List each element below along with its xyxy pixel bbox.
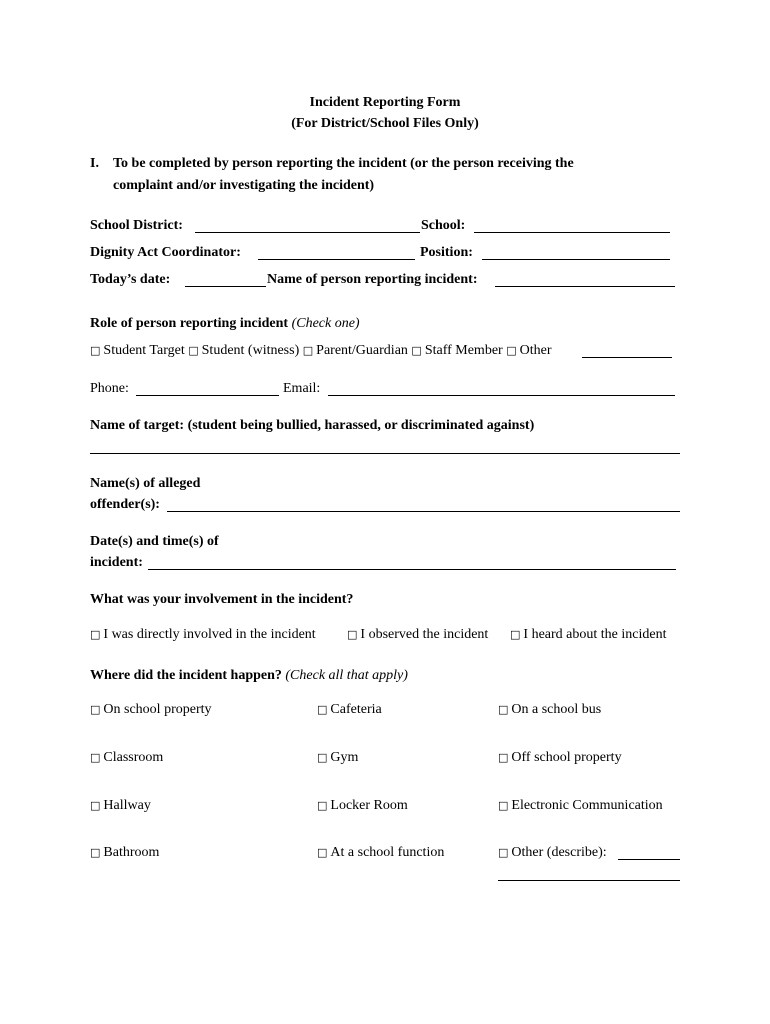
location-other-field[interactable]	[618, 859, 680, 860]
role-other-field[interactable]	[582, 357, 672, 358]
reporter-name-field[interactable]	[495, 286, 675, 287]
school-label: School:	[421, 218, 466, 233]
location-option-on-school-property[interactable]: □ On school property	[90, 702, 212, 717]
checkbox-icon[interactable]: □	[317, 799, 328, 812]
form-title: Incident Reporting Form	[309, 95, 461, 110]
involvement-option-observed[interactable]: □ I observed the incident	[347, 627, 489, 642]
location-option-gym[interactable]: □ Gym	[317, 750, 359, 765]
role-option-parent-guardian[interactable]: □ Parent/Guardian	[302, 343, 408, 358]
location-hint: (Check all that apply)	[285, 668, 408, 683]
todays-date-label: Today’s date:	[90, 272, 171, 287]
role-option-staff-member[interactable]: □ Staff Member	[411, 343, 503, 358]
position-field[interactable]	[482, 259, 670, 260]
location-option-off-school-property[interactable]: □ Off school property	[498, 750, 622, 765]
checkbox-icon[interactable]: □	[317, 703, 328, 716]
role-heading	[90, 316, 360, 332]
checkbox-icon[interactable]: □	[302, 344, 314, 357]
offenders-label-line2: offender(s):	[90, 497, 160, 512]
checkbox-icon[interactable]: □	[90, 751, 101, 764]
phone-label: Phone:	[90, 381, 129, 396]
dates-field[interactable]	[148, 569, 676, 570]
involvement-option-heard[interactable]: □ I heard about the incident	[510, 627, 667, 642]
form-subtitle: (For District/School Files Only)	[291, 116, 479, 131]
section-instructions-line1: To be completed by person reporting the incident (or the person receiving the	[113, 156, 574, 171]
reporter-name-label: Name of person reporting incident:	[267, 272, 478, 287]
phone-field[interactable]	[136, 395, 279, 396]
checkbox-icon[interactable]: □	[506, 344, 517, 357]
checkbox-icon[interactable]: □	[347, 628, 358, 641]
dates-label-line1: Date(s) and time(s) of	[90, 534, 219, 549]
section-instructions-line2: complaint and/or investigating the incident)	[113, 178, 375, 193]
target-label: Name of target: (student being bullied, harassed, or discriminated against)	[90, 418, 535, 433]
role-option-student-target[interactable]: □ Student Target	[90, 343, 185, 358]
involvement-question: What was your involvement in the incident?	[90, 592, 354, 607]
school-field[interactable]	[474, 232, 670, 233]
offenders-label-line1: Name(s) of alleged	[90, 476, 201, 491]
checkbox-icon[interactable]: □	[498, 751, 509, 764]
location-option-school-bus[interactable]: □ On a school bus	[498, 702, 602, 717]
checkbox-icon[interactable]: □	[498, 799, 509, 812]
school-district-label: School District:	[90, 218, 183, 233]
checkbox-icon[interactable]: □	[498, 846, 509, 859]
location-other-field-line2[interactable]	[498, 880, 680, 881]
offenders-field[interactable]	[167, 511, 680, 512]
location-question: Where did the incident happen?	[90, 668, 282, 683]
location-option-cafeteria[interactable]: □ Cafeteria	[317, 702, 382, 717]
role-options	[90, 343, 552, 359]
location-option-classroom[interactable]: □ Classroom	[90, 750, 164, 765]
position-label: Position:	[420, 245, 473, 260]
todays-date-field[interactable]	[185, 286, 266, 287]
location-option-bathroom[interactable]: □ Bathroom	[90, 845, 160, 860]
email-field[interactable]	[328, 395, 675, 396]
checkbox-icon[interactable]: □	[411, 344, 422, 357]
checkbox-icon[interactable]: □	[90, 846, 101, 859]
email-label: Email:	[283, 381, 321, 396]
involvement-option-direct[interactable]: □ I was directly involved in the incident	[90, 627, 316, 642]
dates-label-line2: incident:	[90, 555, 143, 570]
checkbox-icon[interactable]: □	[90, 628, 101, 641]
checkbox-icon[interactable]: □	[90, 703, 101, 716]
checkbox-icon[interactable]: □	[317, 751, 328, 764]
checkbox-icon[interactable]: □	[90, 344, 101, 357]
checkbox-icon[interactable]: □	[188, 344, 199, 357]
location-option-other[interactable]: □ Other (describe):	[498, 845, 607, 860]
role-option-student-witness[interactable]: □ Student (witness)	[188, 343, 300, 358]
checkbox-icon[interactable]: □	[510, 628, 521, 641]
checkbox-icon[interactable]: □	[498, 703, 509, 716]
role-hint: (Check one)	[291, 316, 360, 331]
location-option-school-function[interactable]: □ At a school function	[317, 845, 445, 860]
role-label: Role of person reporting incident	[90, 316, 289, 331]
checkbox-icon[interactable]: □	[317, 846, 328, 859]
location-option-hallway[interactable]: □ Hallway	[90, 798, 151, 813]
section-number: I.	[90, 156, 99, 171]
role-option-other[interactable]: □ Other	[506, 343, 552, 358]
school-district-field[interactable]	[195, 232, 420, 233]
location-option-electronic-communication[interactable]: □ Electronic Communication	[498, 798, 663, 813]
coordinator-field[interactable]	[258, 259, 415, 260]
coordinator-label: Dignity Act Coordinator:	[90, 245, 241, 260]
location-heading	[90, 668, 408, 684]
location-option-locker-room[interactable]: □ Locker Room	[317, 798, 408, 813]
checkbox-icon[interactable]: □	[90, 799, 101, 812]
target-field[interactable]	[90, 453, 680, 454]
